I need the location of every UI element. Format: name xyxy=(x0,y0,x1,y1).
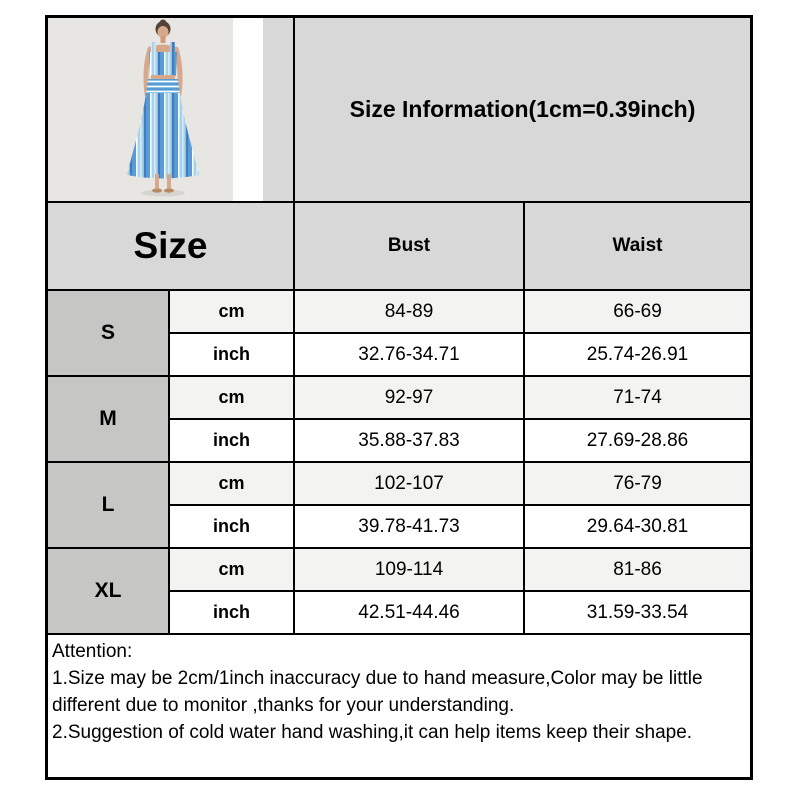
size-information-title: Size Information(1cm=0.39inch) xyxy=(295,18,750,201)
size-label: M xyxy=(48,377,170,461)
attention-note-1: 1.Size may be 2cm/1inch inaccuracy due to hand measure,Color may be little different due to monitor ,thanks for your understanding. xyxy=(52,668,703,716)
bust-inch-value: 32.76-34.71 xyxy=(295,334,525,375)
bust-cm-value: 102-107 xyxy=(295,463,525,506)
unit-label-inch: inch xyxy=(170,420,295,461)
unit-label-cm: cm xyxy=(170,377,295,420)
waist-inch-value: 29.64-30.81 xyxy=(525,506,750,547)
unit-label-inch: inch xyxy=(170,592,295,633)
waist-cm-value: 71-74 xyxy=(525,377,750,420)
bust-cm-value: 92-97 xyxy=(295,377,525,420)
product-photo-cell xyxy=(48,18,295,201)
waist-inch-value: 27.69-28.86 xyxy=(525,420,750,461)
waist-inch-value: 31.59-33.54 xyxy=(525,592,750,633)
size-group-m xyxy=(48,377,750,463)
size-label: S xyxy=(48,291,170,375)
size-group-xl xyxy=(48,549,750,635)
column-header-waist: Waist xyxy=(612,235,663,256)
size-information-sheet xyxy=(45,15,753,780)
title-row xyxy=(48,18,750,203)
column-header-bust: Bust xyxy=(295,203,525,289)
waist-inch-value: 25.74-26.91 xyxy=(525,334,750,375)
bust-inch-value: 39.78-41.73 xyxy=(295,506,525,547)
attention-section xyxy=(48,635,750,777)
bust-inch-value: 42.51-44.46 xyxy=(295,592,525,633)
attention-note-2: 2.Suggestion of cold water hand washing,it can help items keep their shape. xyxy=(52,722,693,743)
size-label: L xyxy=(48,463,170,547)
size-group-s xyxy=(48,291,750,377)
unit-label-inch: inch xyxy=(170,506,295,547)
size-group-l xyxy=(48,463,750,549)
waist-cm-value: 66-69 xyxy=(525,291,750,334)
bust-cm-value: 84-89 xyxy=(295,291,525,334)
unit-label-cm: cm xyxy=(170,291,295,334)
waist-cm-value: 81-86 xyxy=(525,549,750,592)
size-label: XL xyxy=(48,549,170,633)
product-image xyxy=(48,18,263,201)
unit-label-cm: cm xyxy=(170,549,295,592)
column-header-size: Size xyxy=(48,203,295,289)
waist-cm-value: 76-79 xyxy=(525,463,750,506)
unit-label-inch: inch xyxy=(170,334,295,375)
attention-heading: Attention: xyxy=(52,641,133,662)
bust-cm-value: 109-114 xyxy=(295,549,525,592)
unit-label-cm: cm xyxy=(170,463,295,506)
bust-inch-value: 35.88-37.83 xyxy=(295,420,525,461)
table-header-row xyxy=(48,203,750,291)
